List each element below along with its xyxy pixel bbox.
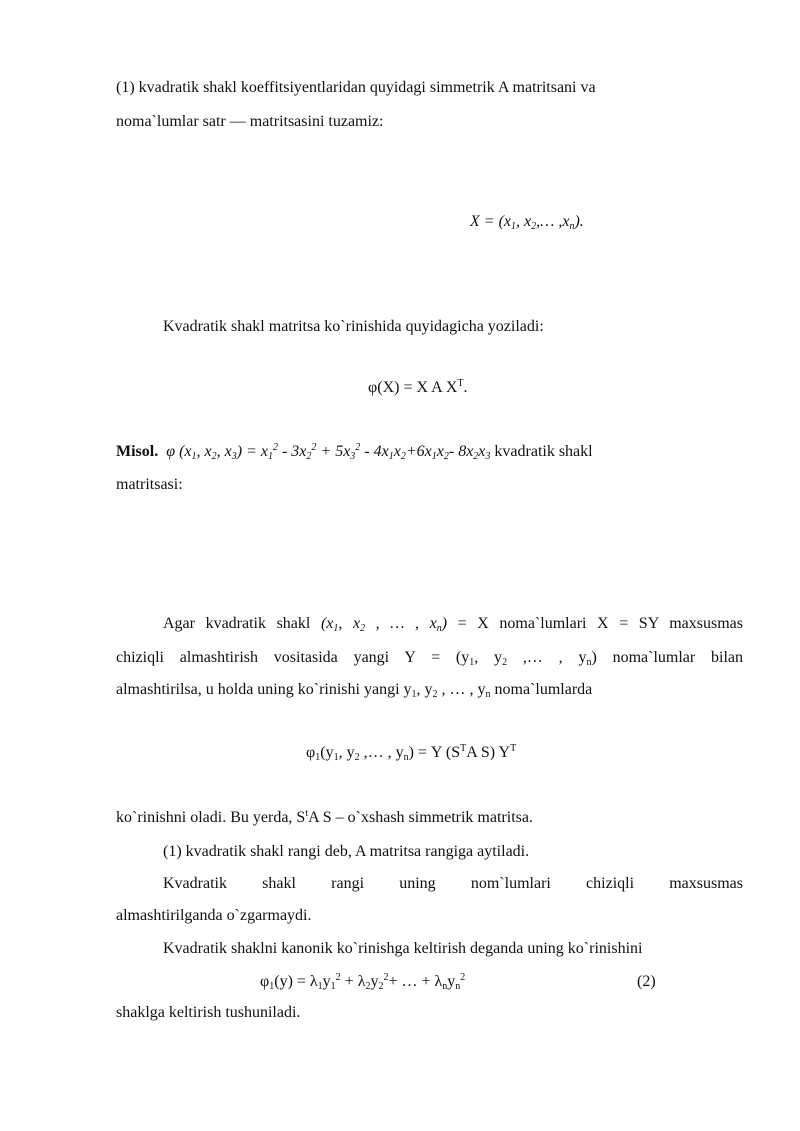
paragraph-line: (1) kvadratik shakl rangi deb, A matritsa rangiga aytiladi.: [163, 843, 530, 860]
phi1-formula: $\varphi_1(y_1$, $y_2$ ,… , $y_n) = Y$ ($S^TA$ S) $Y^T$: [306, 743, 517, 763]
paragraph-line: (1) kvadratik shakl koeffitsiyentlaridan quyidagi simmetrik A matritsani va: [116, 79, 596, 96]
example-line: Misol. φ ($x_1$, $x_2$, $x_3) = x_1^2 - 3x_2^2 + 5x_3^2 - 4x_1x_2+6x_1x_2-$ $8x_2x_3$ kvadratik shakl: [116, 442, 593, 462]
paragraph-line: matritsasi:: [116, 476, 183, 493]
paragraph-line: Kvadratik shakl matritsa ko`rinishida quyidagicha yoziladi:: [163, 318, 544, 335]
paragraph-line: ko`rinishni oladi. Bu yerda, $S^tA$ S – o`xshash simmetrik matritsa.: [116, 808, 533, 826]
example-formula: φ ($x_1$, $x_2$, $x_3) = x_1^2 - 3x_2^2 + 5x_3^2 - 4x_1x_2+6x_1x_2-$ $8x_2x_3$: [166, 442, 491, 462]
phi-matrix-formula: φ(X) = X A $X^T$.: [368, 378, 468, 396]
canonical-formula: $\varphi_1(y) = \lambda_1y_1^2 + \lambda_2y_2^2+$ … + $\lambda_ny_n^2$: [260, 972, 466, 992]
x-vector-formula: $X = (x_1$, $x_2,\dots$ $,x_n$).: [470, 213, 584, 232]
paragraph-line: Kvadratik shaklni kanonik ko`rinishga keltirish deganda uning ko`rinishini: [163, 940, 643, 957]
paragraph-line: noma`lumlar satr — matritsasini tuzamiz:: [116, 113, 384, 130]
paragraph-line: almashtirilganda o`zgarmaydi.: [116, 907, 312, 924]
paragraph-line: Kvadratik shakl rangi uning nom`lumlari chiziqli maxsusmas: [163, 875, 743, 892]
paragraph-line: almashtirilsa, u holda uning ko`rinishi yangi $y_1$, $y_2$ , … , $y_n$ noma`lumlarda: [116, 681, 593, 700]
paragraph-line: Agar kvadratik shakl ($x_1$, $x_2$ , … , $x_n) = X$ noma`lumlari X = SY maxsusmas: [163, 615, 744, 634]
paragraph-line: chiziqli almashtirish vositasida yangi $Y = (y_1$, $y_2$ ,… , $y_n$) noma`lumlar bilan: [116, 649, 744, 668]
paragraph-line: shaklga keltirish tushuniladi.: [116, 1004, 301, 1021]
equation-number: (2): [637, 973, 656, 990]
example-label: Misol.: [116, 443, 159, 460]
